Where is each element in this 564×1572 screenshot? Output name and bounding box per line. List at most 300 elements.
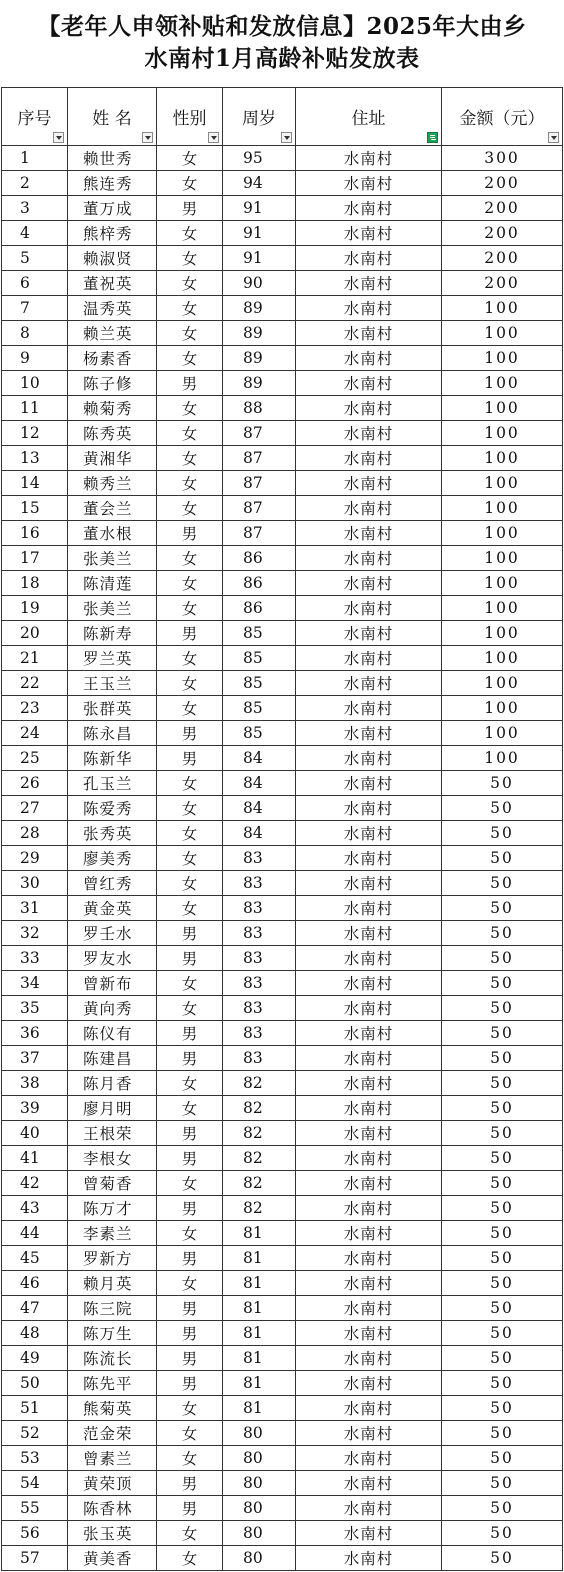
cell-age[interactable]: 80: [223, 1421, 296, 1446]
cell-age[interactable]: 81: [223, 1321, 296, 1346]
cell-gender[interactable]: 女: [157, 396, 223, 421]
cell-index[interactable]: 28: [2, 821, 68, 846]
cell-name[interactable]: 陈先平: [68, 1371, 157, 1396]
cell-name[interactable]: 罗新方: [68, 1246, 157, 1271]
cell-age[interactable]: 83: [223, 921, 296, 946]
dropdown-arrow-icon[interactable]: [142, 132, 153, 143]
cell-address[interactable]: 水南村: [296, 171, 442, 196]
cell-address[interactable]: 水南村: [296, 1221, 442, 1246]
cell-gender[interactable]: 女: [157, 346, 223, 371]
cell-index[interactable]: 35: [2, 996, 68, 1021]
cell-name[interactable]: 黄荣顶: [68, 1471, 157, 1496]
cell-address[interactable]: 水南村: [296, 1521, 442, 1546]
cell-address[interactable]: 水南村: [296, 796, 442, 821]
cell-age[interactable]: 89: [223, 296, 296, 321]
cell-age[interactable]: 81: [223, 1396, 296, 1421]
cell-gender[interactable]: 男: [157, 1371, 223, 1396]
cell-address[interactable]: 水南村: [296, 521, 442, 546]
cell-age[interactable]: 83: [223, 996, 296, 1021]
cell-amount[interactable]: 50: [442, 1346, 563, 1371]
cell-gender[interactable]: 男: [157, 746, 223, 771]
cell-name[interactable]: 王玉兰: [68, 671, 157, 696]
cell-address[interactable]: 水南村: [296, 1196, 442, 1221]
cell-address[interactable]: 水南村: [296, 146, 442, 171]
cell-gender[interactable]: 男: [157, 1471, 223, 1496]
cell-gender[interactable]: 女: [157, 1396, 223, 1421]
cell-index[interactable]: 21: [2, 646, 68, 671]
cell-index[interactable]: 52: [2, 1421, 68, 1446]
cell-gender[interactable]: 女: [157, 1171, 223, 1196]
cell-name[interactable]: 陈新华: [68, 746, 157, 771]
cell-age[interactable]: 81: [223, 1346, 296, 1371]
cell-address[interactable]: 水南村: [296, 546, 442, 571]
cell-address[interactable]: 水南村: [296, 946, 442, 971]
cell-address[interactable]: 水南村: [296, 271, 442, 296]
cell-name[interactable]: 陈仪有: [68, 1021, 157, 1046]
cell-amount[interactable]: 100: [442, 621, 563, 646]
cell-address[interactable]: 水南村: [296, 1021, 442, 1046]
cell-name[interactable]: 张秀英: [68, 821, 157, 846]
cell-index[interactable]: 13: [2, 446, 68, 471]
cell-index[interactable]: 1: [2, 146, 68, 171]
cell-address[interactable]: 水南村: [296, 371, 442, 396]
cell-amount[interactable]: 50: [442, 1446, 563, 1471]
cell-address[interactable]: 水南村: [296, 871, 442, 896]
cell-gender[interactable]: 女: [157, 871, 223, 896]
cell-amount[interactable]: 50: [442, 946, 563, 971]
cell-amount[interactable]: 50: [442, 896, 563, 921]
cell-gender[interactable]: 女: [157, 321, 223, 346]
cell-address[interactable]: 水南村: [296, 1421, 442, 1446]
cell-index[interactable]: 10: [2, 371, 68, 396]
cell-amount[interactable]: 50: [442, 1171, 563, 1196]
cell-name[interactable]: 董会兰: [68, 496, 157, 521]
cell-index[interactable]: 57: [2, 1546, 68, 1571]
cell-gender[interactable]: 女: [157, 671, 223, 696]
cell-amount[interactable]: 100: [442, 571, 563, 596]
cell-gender[interactable]: 女: [157, 1546, 223, 1571]
cell-age[interactable]: 80: [223, 1446, 296, 1471]
cell-age[interactable]: 86: [223, 571, 296, 596]
cell-address[interactable]: 水南村: [296, 471, 442, 496]
cell-age[interactable]: 81: [223, 1371, 296, 1396]
cell-amount[interactable]: 50: [442, 971, 563, 996]
cell-index[interactable]: 56: [2, 1521, 68, 1546]
cell-index[interactable]: 55: [2, 1496, 68, 1521]
cell-index[interactable]: 41: [2, 1146, 68, 1171]
cell-address[interactable]: 水南村: [296, 396, 442, 421]
cell-address[interactable]: 水南村: [296, 196, 442, 221]
cell-age[interactable]: 80: [223, 1496, 296, 1521]
cell-index[interactable]: 22: [2, 671, 68, 696]
cell-gender[interactable]: 男: [157, 196, 223, 221]
cell-gender[interactable]: 女: [157, 1446, 223, 1471]
cell-index[interactable]: 37: [2, 1046, 68, 1071]
cell-address[interactable]: 水南村: [296, 746, 442, 771]
cell-age[interactable]: 83: [223, 871, 296, 896]
cell-name[interactable]: 张群英: [68, 696, 157, 721]
cell-name[interactable]: 陈秀英: [68, 421, 157, 446]
cell-age[interactable]: 89: [223, 346, 296, 371]
cell-age[interactable]: 91: [223, 221, 296, 246]
cell-address[interactable]: 水南村: [296, 596, 442, 621]
cell-name[interactable]: 陈流长: [68, 1346, 157, 1371]
cell-name[interactable]: 曾素兰: [68, 1446, 157, 1471]
cell-name[interactable]: 陈爱秀: [68, 796, 157, 821]
cell-address[interactable]: 水南村: [296, 671, 442, 696]
cell-gender[interactable]: 女: [157, 421, 223, 446]
cell-amount[interactable]: 300: [442, 146, 563, 171]
cell-name[interactable]: 孔玉兰: [68, 771, 157, 796]
cell-amount[interactable]: 100: [442, 746, 563, 771]
cell-amount[interactable]: 50: [442, 996, 563, 1021]
cell-name[interactable]: 赖秀兰: [68, 471, 157, 496]
cell-gender[interactable]: 男: [157, 1121, 223, 1146]
cell-address[interactable]: 水南村: [296, 1071, 442, 1096]
cell-index[interactable]: 25: [2, 746, 68, 771]
cell-gender[interactable]: 男: [157, 521, 223, 546]
cell-amount[interactable]: 200: [442, 171, 563, 196]
cell-age[interactable]: 87: [223, 521, 296, 546]
cell-age[interactable]: 87: [223, 496, 296, 521]
cell-index[interactable]: 18: [2, 571, 68, 596]
cell-address[interactable]: 水南村: [296, 246, 442, 271]
cell-gender[interactable]: 男: [157, 1146, 223, 1171]
cell-index[interactable]: 38: [2, 1071, 68, 1096]
cell-address[interactable]: 水南村: [296, 446, 442, 471]
cell-gender[interactable]: 男: [157, 621, 223, 646]
cell-age[interactable]: 81: [223, 1296, 296, 1321]
cell-index[interactable]: 47: [2, 1296, 68, 1321]
cell-gender[interactable]: 女: [157, 1071, 223, 1096]
cell-address[interactable]: 水南村: [296, 421, 442, 446]
cell-name[interactable]: 范金荣: [68, 1421, 157, 1446]
cell-address[interactable]: 水南村: [296, 1321, 442, 1346]
cell-age[interactable]: 87: [223, 446, 296, 471]
cell-age[interactable]: 85: [223, 696, 296, 721]
cell-age[interactable]: 91: [223, 246, 296, 271]
cell-amount[interactable]: 100: [442, 596, 563, 621]
cell-gender[interactable]: 男: [157, 371, 223, 396]
cell-age[interactable]: 82: [223, 1196, 296, 1221]
cell-gender[interactable]: 男: [157, 921, 223, 946]
cell-index[interactable]: 9: [2, 346, 68, 371]
cell-name[interactable]: 黄金英: [68, 896, 157, 921]
cell-name[interactable]: 杨素香: [68, 346, 157, 371]
cell-index[interactable]: 50: [2, 1371, 68, 1396]
cell-index[interactable]: 2: [2, 171, 68, 196]
cell-age[interactable]: 82: [223, 1171, 296, 1196]
cell-amount[interactable]: 50: [442, 921, 563, 946]
cell-age[interactable]: 86: [223, 546, 296, 571]
cell-name[interactable]: 陈子修: [68, 371, 157, 396]
cell-address[interactable]: 水南村: [296, 1296, 442, 1321]
cell-amount[interactable]: 100: [442, 671, 563, 696]
cell-index[interactable]: 6: [2, 271, 68, 296]
cell-index[interactable]: 19: [2, 596, 68, 621]
cell-age[interactable]: 84: [223, 796, 296, 821]
cell-address[interactable]: 水南村: [296, 1246, 442, 1271]
cell-amount[interactable]: 50: [442, 821, 563, 846]
cell-age[interactable]: 80: [223, 1471, 296, 1496]
dropdown-arrow-icon[interactable]: [208, 132, 219, 143]
cell-amount[interactable]: 100: [442, 646, 563, 671]
cell-index[interactable]: 44: [2, 1221, 68, 1246]
cell-amount[interactable]: 50: [442, 1196, 563, 1221]
cell-age[interactable]: 82: [223, 1096, 296, 1121]
cell-gender[interactable]: 女: [157, 471, 223, 496]
cell-index[interactable]: 34: [2, 971, 68, 996]
cell-gender[interactable]: 男: [157, 946, 223, 971]
cell-name[interactable]: 廖月明: [68, 1096, 157, 1121]
cell-gender[interactable]: 男: [157, 1196, 223, 1221]
cell-name[interactable]: 赖月英: [68, 1271, 157, 1296]
cell-index[interactable]: 15: [2, 496, 68, 521]
cell-amount[interactable]: 50: [442, 796, 563, 821]
cell-gender[interactable]: 女: [157, 571, 223, 596]
cell-index[interactable]: 31: [2, 896, 68, 921]
cell-gender[interactable]: 女: [157, 821, 223, 846]
cell-index[interactable]: 53: [2, 1446, 68, 1471]
cell-age[interactable]: 84: [223, 771, 296, 796]
cell-gender[interactable]: 女: [157, 221, 223, 246]
cell-amount[interactable]: 50: [442, 871, 563, 896]
cell-gender[interactable]: 女: [157, 796, 223, 821]
cell-name[interactable]: 陈清莲: [68, 571, 157, 596]
cell-address[interactable]: 水南村: [296, 571, 442, 596]
cell-age[interactable]: 85: [223, 671, 296, 696]
cell-age[interactable]: 85: [223, 646, 296, 671]
cell-index[interactable]: 54: [2, 1471, 68, 1496]
cell-amount[interactable]: 50: [442, 1521, 563, 1546]
cell-address[interactable]: 水南村: [296, 1371, 442, 1396]
cell-address[interactable]: 水南村: [296, 921, 442, 946]
cell-amount[interactable]: 50: [442, 1296, 563, 1321]
cell-name[interactable]: 黄湘华: [68, 446, 157, 471]
cell-index[interactable]: 24: [2, 721, 68, 746]
cell-name[interactable]: 陈建昌: [68, 1046, 157, 1071]
cell-gender[interactable]: 女: [157, 646, 223, 671]
cell-age[interactable]: 81: [223, 1246, 296, 1271]
cell-name[interactable]: 熊连秀: [68, 171, 157, 196]
cell-age[interactable]: 87: [223, 471, 296, 496]
cell-amount[interactable]: 50: [442, 1421, 563, 1446]
cell-gender[interactable]: 男: [157, 1246, 223, 1271]
cell-address[interactable]: 水南村: [296, 621, 442, 646]
cell-age[interactable]: 84: [223, 746, 296, 771]
cell-amount[interactable]: 100: [442, 296, 563, 321]
cell-name[interactable]: 曾红秀: [68, 871, 157, 896]
cell-address[interactable]: 水南村: [296, 1271, 442, 1296]
cell-index[interactable]: 8: [2, 321, 68, 346]
cell-name[interactable]: 罗兰英: [68, 646, 157, 671]
cell-gender[interactable]: 女: [157, 996, 223, 1021]
cell-name[interactable]: 黄向秀: [68, 996, 157, 1021]
dropdown-arrow-icon[interactable]: [53, 132, 64, 143]
cell-address[interactable]: 水南村: [296, 771, 442, 796]
cell-gender[interactable]: 女: [157, 896, 223, 921]
cell-address[interactable]: 水南村: [296, 846, 442, 871]
cell-address[interactable]: 水南村: [296, 1546, 442, 1571]
cell-amount[interactable]: 50: [442, 1471, 563, 1496]
cell-amount[interactable]: 50: [442, 1546, 563, 1571]
cell-gender[interactable]: 女: [157, 546, 223, 571]
cell-index[interactable]: 26: [2, 771, 68, 796]
cell-name[interactable]: 熊梓秀: [68, 221, 157, 246]
dropdown-arrow-icon[interactable]: [281, 132, 292, 143]
cell-index[interactable]: 36: [2, 1021, 68, 1046]
cell-name[interactable]: 赖菊秀: [68, 396, 157, 421]
cell-amount[interactable]: 50: [442, 846, 563, 871]
cell-name[interactable]: 曾菊香: [68, 1171, 157, 1196]
dropdown-arrow-icon[interactable]: [548, 132, 559, 143]
cell-address[interactable]: 水南村: [296, 696, 442, 721]
cell-address[interactable]: 水南村: [296, 996, 442, 1021]
cell-amount[interactable]: 100: [442, 696, 563, 721]
cell-amount[interactable]: 200: [442, 271, 563, 296]
cell-age[interactable]: 83: [223, 1046, 296, 1071]
cell-name[interactable]: 董万成: [68, 196, 157, 221]
cell-index[interactable]: 23: [2, 696, 68, 721]
cell-address[interactable]: 水南村: [296, 971, 442, 996]
cell-amount[interactable]: 200: [442, 221, 563, 246]
cell-gender[interactable]: 女: [157, 146, 223, 171]
cell-address[interactable]: 水南村: [296, 1096, 442, 1121]
cell-gender[interactable]: 女: [157, 1096, 223, 1121]
cell-age[interactable]: 82: [223, 1071, 296, 1096]
cell-gender[interactable]: 女: [157, 1421, 223, 1446]
cell-name[interactable]: 李根女: [68, 1146, 157, 1171]
cell-index[interactable]: 40: [2, 1121, 68, 1146]
cell-amount[interactable]: 100: [442, 421, 563, 446]
cell-name[interactable]: 赖世秀: [68, 146, 157, 171]
cell-name[interactable]: 廖美秀: [68, 846, 157, 871]
cell-index[interactable]: 7: [2, 296, 68, 321]
cell-amount[interactable]: 100: [442, 496, 563, 521]
cell-name[interactable]: 温秀英: [68, 296, 157, 321]
cell-address[interactable]: 水南村: [296, 1171, 442, 1196]
cell-gender[interactable]: 女: [157, 496, 223, 521]
cell-age[interactable]: 83: [223, 896, 296, 921]
cell-age[interactable]: 86: [223, 596, 296, 621]
cell-address[interactable]: 水南村: [296, 1346, 442, 1371]
cell-gender[interactable]: 男: [157, 1296, 223, 1321]
cell-age[interactable]: 87: [223, 421, 296, 446]
cell-name[interactable]: 罗友水: [68, 946, 157, 971]
cell-index[interactable]: 49: [2, 1346, 68, 1371]
cell-name[interactable]: 陈三院: [68, 1296, 157, 1321]
cell-amount[interactable]: 100: [442, 471, 563, 496]
cell-amount[interactable]: 100: [442, 371, 563, 396]
cell-gender[interactable]: 女: [157, 1521, 223, 1546]
cell-address[interactable]: 水南村: [296, 721, 442, 746]
cell-index[interactable]: 39: [2, 1096, 68, 1121]
cell-index[interactable]: 46: [2, 1271, 68, 1296]
cell-name[interactable]: 张玉英: [68, 1521, 157, 1546]
cell-name[interactable]: 熊菊英: [68, 1396, 157, 1421]
cell-index[interactable]: 48: [2, 1321, 68, 1346]
cell-gender[interactable]: 女: [157, 1221, 223, 1246]
cell-address[interactable]: 水南村: [296, 1146, 442, 1171]
cell-index[interactable]: 12: [2, 421, 68, 446]
cell-index[interactable]: 3: [2, 196, 68, 221]
cell-name[interactable]: 陈新寿: [68, 621, 157, 646]
cell-amount[interactable]: 50: [442, 1396, 563, 1421]
cell-name[interactable]: 李素兰: [68, 1221, 157, 1246]
cell-address[interactable]: 水南村: [296, 1046, 442, 1071]
cell-name[interactable]: 曾新布: [68, 971, 157, 996]
cell-gender[interactable]: 女: [157, 246, 223, 271]
cell-age[interactable]: 80: [223, 1521, 296, 1546]
cell-gender[interactable]: 女: [157, 171, 223, 196]
cell-amount[interactable]: 100: [442, 721, 563, 746]
cell-amount[interactable]: 50: [442, 1121, 563, 1146]
cell-gender[interactable]: 男: [157, 1021, 223, 1046]
cell-amount[interactable]: 100: [442, 521, 563, 546]
cell-gender[interactable]: 女: [157, 846, 223, 871]
cell-name[interactable]: 黄美香: [68, 1546, 157, 1571]
cell-gender[interactable]: 女: [157, 596, 223, 621]
cell-age[interactable]: 83: [223, 971, 296, 996]
cell-age[interactable]: 88: [223, 396, 296, 421]
cell-name[interactable]: 董水根: [68, 521, 157, 546]
cell-age[interactable]: 85: [223, 721, 296, 746]
cell-gender[interactable]: 男: [157, 721, 223, 746]
cell-address[interactable]: 水南村: [296, 1496, 442, 1521]
cell-age[interactable]: 81: [223, 1221, 296, 1246]
cell-age[interactable]: 89: [223, 321, 296, 346]
cell-age[interactable]: 85: [223, 621, 296, 646]
cell-index[interactable]: 43: [2, 1196, 68, 1221]
cell-address[interactable]: 水南村: [296, 296, 442, 321]
cell-index[interactable]: 5: [2, 246, 68, 271]
cell-gender[interactable]: 女: [157, 271, 223, 296]
cell-amount[interactable]: 100: [442, 346, 563, 371]
cell-name[interactable]: 罗壬水: [68, 921, 157, 946]
cell-index[interactable]: 33: [2, 946, 68, 971]
cell-address[interactable]: 水南村: [296, 346, 442, 371]
cell-index[interactable]: 45: [2, 1246, 68, 1271]
cell-name[interactable]: 张美兰: [68, 546, 157, 571]
cell-gender[interactable]: 男: [157, 1321, 223, 1346]
cell-index[interactable]: 51: [2, 1396, 68, 1421]
cell-amount[interactable]: 100: [442, 321, 563, 346]
cell-age[interactable]: 95: [223, 146, 296, 171]
cell-index[interactable]: 32: [2, 921, 68, 946]
cell-index[interactable]: 16: [2, 521, 68, 546]
cell-address[interactable]: 水南村: [296, 646, 442, 671]
cell-name[interactable]: 陈永昌: [68, 721, 157, 746]
cell-index[interactable]: 42: [2, 1171, 68, 1196]
cell-amount[interactable]: 100: [442, 446, 563, 471]
cell-amount[interactable]: 50: [442, 1071, 563, 1096]
cell-name[interactable]: 陈月香: [68, 1071, 157, 1096]
cell-name[interactable]: 王根荣: [68, 1121, 157, 1146]
cell-name[interactable]: 陈万才: [68, 1196, 157, 1221]
cell-amount[interactable]: 50: [442, 1046, 563, 1071]
cell-amount[interactable]: 50: [442, 1496, 563, 1521]
cell-gender[interactable]: 男: [157, 1046, 223, 1071]
cell-index[interactable]: 14: [2, 471, 68, 496]
cell-amount[interactable]: 200: [442, 196, 563, 221]
cell-index[interactable]: 29: [2, 846, 68, 871]
cell-name[interactable]: 赖兰英: [68, 321, 157, 346]
cell-address[interactable]: 水南村: [296, 321, 442, 346]
cell-name[interactable]: 陈香林: [68, 1496, 157, 1521]
cell-address[interactable]: 水南村: [296, 1121, 442, 1146]
cell-address[interactable]: 水南村: [296, 1471, 442, 1496]
cell-index[interactable]: 4: [2, 221, 68, 246]
